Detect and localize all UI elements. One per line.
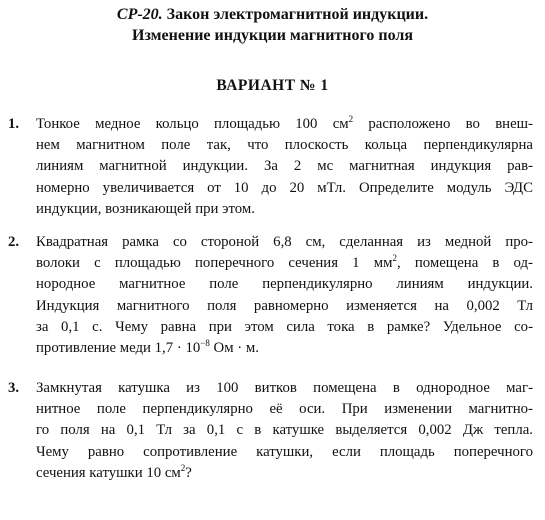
superscript: 2: [392, 253, 397, 264]
worksheet-header: [0, 4, 545, 46]
worksheet-code: СР-20.: [116, 6, 163, 23]
superscript: 2: [348, 114, 354, 124]
problem-text: [36, 114, 533, 220]
worksheet-subtitle: Изменение индукции магнитного поля: [132, 27, 413, 44]
text-segment: Тонкое медное кольцо площадью 100 см: [36, 116, 349, 132]
superscript: 2: [180, 462, 186, 473]
problem-number: 3.: [8, 380, 20, 396]
problem-line: Квадратная рамка со стороной 6,8 см, сделанная из медной про-: [36, 234, 533, 250]
problem-line: [36, 253, 533, 274]
problem-line: нем магнитном поле так, что плоскость кольца перпендикулярна: [36, 137, 533, 154]
problem-number: 2.: [8, 234, 20, 250]
superscript: −8: [200, 338, 210, 349]
problem-line: индукции, возникающей при этом.: [36, 200, 255, 217]
text-segment: противление меди 1,7 · 10: [36, 340, 201, 357]
problem-text: [36, 378, 533, 484]
worksheet-title: [0, 4, 545, 25]
text-segment: Ом · м.: [209, 340, 259, 357]
problem-line: [36, 338, 533, 359]
problem-line: [36, 114, 533, 135]
problem-text: [36, 232, 533, 359]
problem-1: [8, 114, 533, 220]
problem-line: нитное поле перпендикулярно её оси. При изменении магнитно-: [36, 401, 533, 418]
text-segment: , помещена в од-: [396, 255, 533, 272]
problem-line: го поля на 0,1 Тл за 0,1 с в катушке выделяется 0,002 Дж тепла.: [36, 422, 533, 439]
problem-3: [8, 378, 533, 484]
problem-line: Индукция магнитного поля равномерно изменяется на 0,002 Тл: [36, 297, 533, 314]
variant-heading: ВАРИАНТ № 1: [216, 77, 329, 94]
problem-line: линиям магнитной индукции. За 2 мс магнитная индукция рав-: [36, 158, 533, 175]
problem-2: [8, 232, 533, 359]
text-segment: сечения катушки 10 см: [36, 464, 181, 481]
text-segment: ?: [185, 464, 192, 481]
problem-line: номерно увеличивается от 10 до 20 мТл. Определите модуль ЭДС: [36, 179, 533, 196]
worksheet-title-text: Закон электромагнитной индукции.: [162, 6, 429, 23]
problem-line: [36, 463, 533, 484]
text-segment: волоки с площадью поперечного сечения 1 мм: [36, 255, 393, 272]
problem-line: нородное магнитное поле перпендикулярно линиям индукции.: [36, 276, 533, 293]
problem-number: 1.: [8, 116, 20, 132]
problem-line: за 0,1 с. Чему равна при этом сила тока в рамке? Удельное со-: [36, 318, 533, 335]
problem-line: Чему равно сопротивление катушки, если площадь поперечного: [36, 443, 533, 460]
text-segment: расположено во внеш-: [353, 116, 533, 132]
problem-line: Замкнутая катушка из 100 витков помещена в однородное маг-: [36, 380, 533, 396]
